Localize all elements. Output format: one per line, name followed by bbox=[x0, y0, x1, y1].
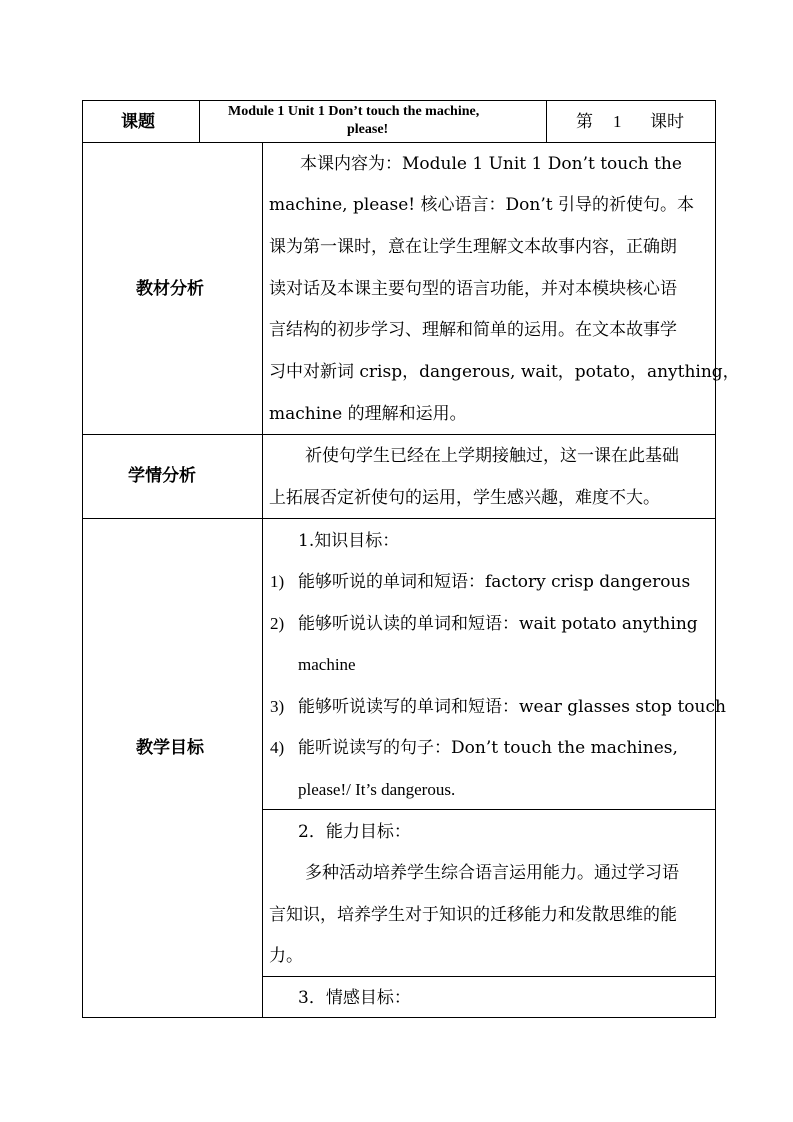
ability-line: 言知识，培养学生对于知识的迁移能力和发散思维的能 bbox=[269, 905, 677, 925]
period-suffix: 课时 bbox=[650, 112, 684, 132]
knowledge-item-text-cont: please!/ It’s dangerous. bbox=[298, 780, 456, 799]
material-line: machine, please! 核心语言：Don’t 引导的祈使句。本 bbox=[269, 195, 694, 215]
topic-title-line1: Module 1 Unit 1 Don’t touch the machine, bbox=[228, 104, 480, 119]
knowledge-item-text: 能够听说的单词和短语：factory crisp dangerous bbox=[298, 572, 691, 592]
students-line: 祈使句学生已经在上学期接触过，这一课在此基础 bbox=[305, 446, 679, 466]
knowledge-item-num: 4) bbox=[270, 738, 285, 757]
period-cell bbox=[546, 100, 716, 143]
objectives-label: 教学目标 bbox=[136, 738, 204, 758]
period-number: 1 bbox=[613, 112, 622, 131]
students-label: 学情分析 bbox=[128, 466, 196, 486]
ability-title: 2．能力目标： bbox=[298, 822, 411, 842]
knowledge-item-text: 能够听说认读的单词和短语：wait potato anything bbox=[298, 614, 698, 634]
material-line: 习中对新词 crisp，dangerous, wait，potato，anything， bbox=[269, 362, 740, 382]
material-line: 本课内容为：Module 1 Unit 1 Don’t touch the bbox=[300, 154, 682, 174]
ability-line: 多种活动培养学生综合语言运用能力。通过学习语 bbox=[305, 863, 679, 883]
material-line: machine 的理解和运用。 bbox=[269, 404, 467, 424]
knowledge-title: 1.知识目标： bbox=[298, 531, 400, 551]
material-label: 教材分析 bbox=[136, 279, 204, 299]
knowledge-item-num: 1) bbox=[270, 572, 285, 591]
objectives-label-cell bbox=[82, 518, 263, 1018]
knowledge-item-text-cont: machine bbox=[298, 655, 356, 674]
knowledge-item-num: 2) bbox=[270, 614, 285, 633]
topic-title-line2: please! bbox=[347, 122, 389, 137]
emotion-title: 3．情感目标： bbox=[298, 988, 411, 1008]
knowledge-item-text: 能听说读写的句子：Don’t touch the machines, bbox=[298, 738, 678, 758]
knowledge-item-num: 3) bbox=[270, 697, 285, 716]
students-line: 上拓展否定祈使句的运用，学生感兴趣，难度不大。 bbox=[269, 488, 660, 508]
topic-label: 课题 bbox=[121, 112, 155, 132]
ability-line: 力。 bbox=[269, 946, 303, 966]
period-prefix: 第 bbox=[576, 112, 593, 132]
material-line: 读对话及本课主要句型的语言功能，并对本模块核心语 bbox=[269, 279, 677, 299]
material-line: 言结构的初步学习、理解和简单的运用。在文本故事学 bbox=[269, 320, 677, 340]
knowledge-item-text: 能够听说读写的单词和短语：wear glasses stop touch bbox=[298, 697, 726, 717]
material-line: 课为第一课时，意在让学生理解文本故事内容，正确朗 bbox=[269, 237, 677, 257]
